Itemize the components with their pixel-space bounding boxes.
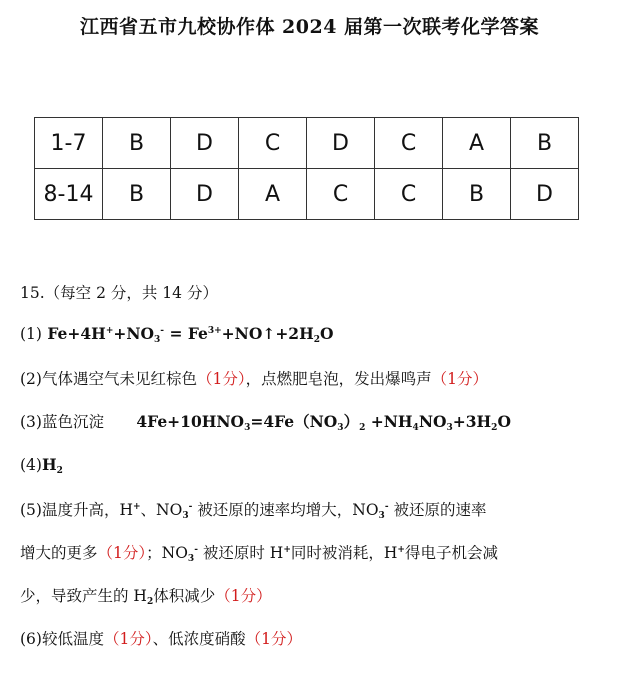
answer-cell: D xyxy=(171,118,239,169)
answer-cell: D xyxy=(307,118,375,169)
answer-cell: D xyxy=(171,169,239,220)
score: （1分） xyxy=(215,587,272,605)
q15-part5-line2: 增大的更多（1分）；$NO_3^-$ 被还原时 H+同时被消耗，H+得电子机会减 xyxy=(20,544,498,564)
answer-cell: B xyxy=(443,169,511,220)
answer-cell: C xyxy=(239,118,307,169)
answer-cell: D xyxy=(511,169,579,220)
answer-cell: B xyxy=(103,118,171,169)
answer-cell: B xyxy=(103,169,171,220)
answer-cell: B xyxy=(511,118,579,169)
answer-table xyxy=(34,117,579,220)
row-label: 8-14 xyxy=(35,169,103,220)
equation: $4Fe+10HNO_3=4Fe(NO_3)_2 +NH_4NO_3+3H_2O$ xyxy=(136,412,511,433)
q15-part5-line3: 少，导致产生的 $H_2$体积减少（1分） xyxy=(20,587,272,607)
score: （1分） xyxy=(196,370,246,388)
score: （1分） xyxy=(431,370,488,388)
row-label: 1-7 xyxy=(35,118,103,169)
table-row xyxy=(35,169,579,220)
page-title: 江西省五市九校协作体 2024 届第一次联考化学答案 xyxy=(79,16,540,38)
equation: $Fe+4H^++NO_3^-$ = $Fe^{3+}+NO↑+2H_2O$ xyxy=(47,324,334,345)
answer-cell: A xyxy=(443,118,511,169)
score: （1分） xyxy=(103,630,153,648)
answer-cell: C xyxy=(307,169,375,220)
score: （1分） xyxy=(97,544,147,562)
q15-part3: (3)蓝色沉淀 $4Fe+10HNO_3=4Fe(NO_3)_2 +NH_4NO_3+3H_2O$ xyxy=(20,412,511,433)
q15-part5-line1: (5)温度升高，H+、$NO_3^-$ 被还原的速率均增大，$NO_3^-$ 被还原的速率 xyxy=(20,501,487,521)
answer-cell: C xyxy=(375,169,443,220)
q15-part6: (6)较低温度（1分）、低浓度硝酸（1分） xyxy=(20,630,302,648)
q15-part2: (2)气体遇空气未见红棕色（1分），点燃肥皂泡，发出爆鸣声（1分） xyxy=(20,370,488,388)
q15-header: 15.（每空 2 分，共 14 分） xyxy=(20,284,218,302)
answer-cell: A xyxy=(239,169,307,220)
table-row xyxy=(35,118,579,169)
answer-cell: C xyxy=(375,118,443,169)
q15-part1: (1) $Fe+4H^++NO_3^-$ = $Fe^{3+}+NO↑+2H_2O$ xyxy=(20,324,334,345)
q15-part4: $(4)H_2$ xyxy=(20,455,63,476)
score: （1分） xyxy=(245,630,302,648)
